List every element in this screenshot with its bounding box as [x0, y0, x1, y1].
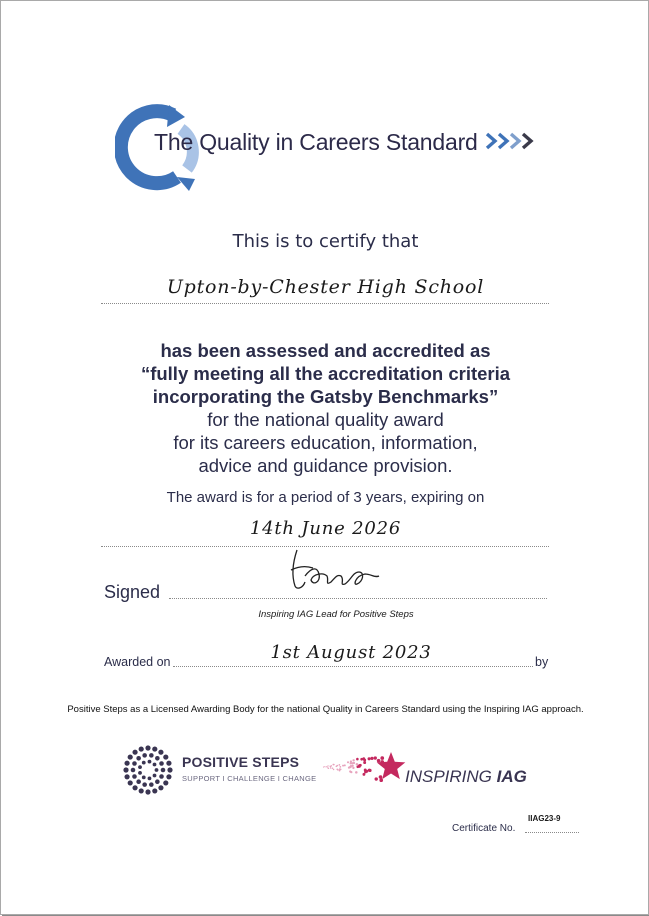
school-underline	[101, 303, 549, 304]
award-line-3: advice and guidance provision.	[198, 455, 453, 476]
star-icon	[319, 745, 407, 790]
positive-steps-dots-icon	[122, 744, 174, 796]
awarded-underline	[173, 666, 533, 667]
award-line-2: for its careers education, information,	[173, 432, 478, 453]
logo-title: The Quality in Careers Standard	[154, 129, 478, 155]
by-label: by	[535, 655, 549, 669]
iag-word: IAG	[496, 767, 527, 786]
certificate-number: IIAG23-9	[528, 814, 561, 823]
expiry-date: 14th June 2026	[249, 518, 402, 539]
awarded-date: 1st August 2023	[270, 642, 432, 663]
chevrons-icon	[485, 132, 537, 150]
signatory-caption: Inspiring IAG Lead for Positive Steps	[258, 609, 414, 620]
assessed-line-1: has been assessed and accredited as	[160, 340, 491, 361]
signature	[283, 544, 383, 594]
school-name: Upton-by-Chester High School	[166, 276, 485, 298]
inspiring-iag-logo-text	[405, 767, 527, 787]
award-line-1: for the national quality award	[207, 409, 444, 430]
certificate-number-underline	[525, 832, 579, 833]
positive-steps-tagline: SUPPORT I CHALLENGE I CHANGE	[182, 774, 317, 783]
licensed-statement: Positive Steps as a Licensed Awarding Body for the national Quality in Careers Standard using the Inspiring IAG approach.	[67, 704, 584, 715]
assessed-line-3: incorporating the Gatsby Benchmarks”	[152, 386, 499, 407]
inspiring-word: INSPIRING	[405, 767, 492, 786]
signature-underline	[169, 598, 547, 599]
awarded-label: Awarded on	[104, 655, 171, 669]
signed-label: Signed	[104, 582, 161, 602]
certify-text: This is to certify that	[232, 231, 419, 252]
award-period-text: The award is for a period of 3 years, expiring on	[166, 489, 485, 506]
positive-steps-name: POSITIVE STEPS	[182, 754, 300, 770]
certificate-number-label: Certificate No.	[452, 823, 516, 834]
assessed-line-2: “fully meeting all the accreditation criteria	[140, 363, 511, 384]
